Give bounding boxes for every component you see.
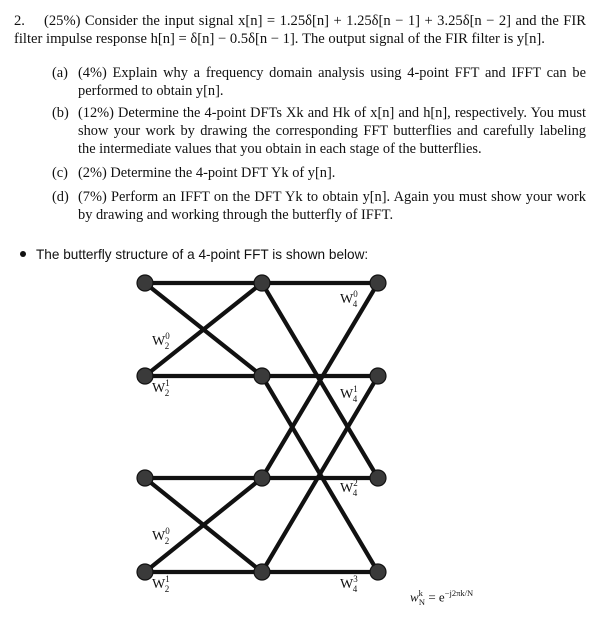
- node-out-2: [370, 470, 386, 486]
- formula-eq: = e: [425, 589, 445, 605]
- node-in-2: [137, 470, 153, 486]
- formula-lhs-sup: k: [418, 588, 423, 598]
- question-number: 2.: [14, 13, 25, 29]
- part-a-label: (a): [52, 65, 68, 81]
- twiddle-label: $W^0$ 2: [152, 331, 170, 351]
- node-out-1: [370, 368, 386, 384]
- butterfly-edges: [145, 283, 378, 572]
- node-mid-3: [254, 564, 270, 580]
- formula-lhs-sub: N: [418, 596, 426, 607]
- twiddle-label: $W^0$ 2: [152, 526, 170, 546]
- twiddle-label: $W^0$ 4: [340, 289, 358, 309]
- bullet-text: The butterfly structure of a 4-point FFT is shown below:: [36, 247, 369, 262]
- twiddle-label: $W^1$ 2: [152, 378, 170, 398]
- twiddle-label: $W^1$ 2: [152, 574, 170, 594]
- part-d-text: (7%) Perform an IFFT on the DFT Yk to obtain y[n]. Again you must show your work by drawing and working through the butterfly of IFFT.: [78, 189, 586, 223]
- node-mid-0: [254, 275, 270, 291]
- part-a-text: (4%) Explain why a frequency domain analysis using 4-point FFT and IFFT can be performed to obtain y[n].: [78, 65, 586, 99]
- formula-exponent: −j2πk/N: [444, 588, 474, 598]
- part-b-text: (12%) Determine the 4-point DFTs Xk and Hk of x[n] and h[n], respectively. You must show your work by drawing the corresponding FFT butterflies and carefully labeling the intermediate values that you obtain in each stage of the butterflies.: [78, 105, 586, 157]
- node-out-3: [370, 564, 386, 580]
- node-in-1: [137, 368, 153, 384]
- node-in-0: [137, 275, 153, 291]
- twiddle-label: $W^1$ 4: [340, 384, 358, 404]
- node-out-0: [370, 275, 386, 291]
- twiddle-formula: [410, 588, 473, 607]
- node-mid-2: [254, 470, 270, 486]
- part-c-label: (c): [52, 165, 68, 181]
- question-text: (25%) Consider the input signal x[n] = 1.25δ[n] + 1.25δ[n − 1] + 3.25δ[n − 2] and the FIR filter impulse response h[n] = δ[n] − 0.5δ[n − 1]. The output signal of the FIR filter is y[n].: [14, 13, 586, 47]
- twiddle-labels: [152, 289, 358, 594]
- node-in-3: [137, 564, 153, 580]
- twiddle-label: $W^2$ 4: [340, 478, 358, 498]
- part-c-text: (2%) Determine the 4-point DFT Yk of y[n].: [78, 165, 336, 181]
- part-d-label: (d): [52, 189, 69, 205]
- part-b-label: (b): [52, 105, 69, 121]
- node-mid-1: [254, 368, 270, 384]
- twiddle-label: $W^3$ 4: [340, 574, 358, 594]
- formula-lhs-base: w: [410, 589, 419, 605]
